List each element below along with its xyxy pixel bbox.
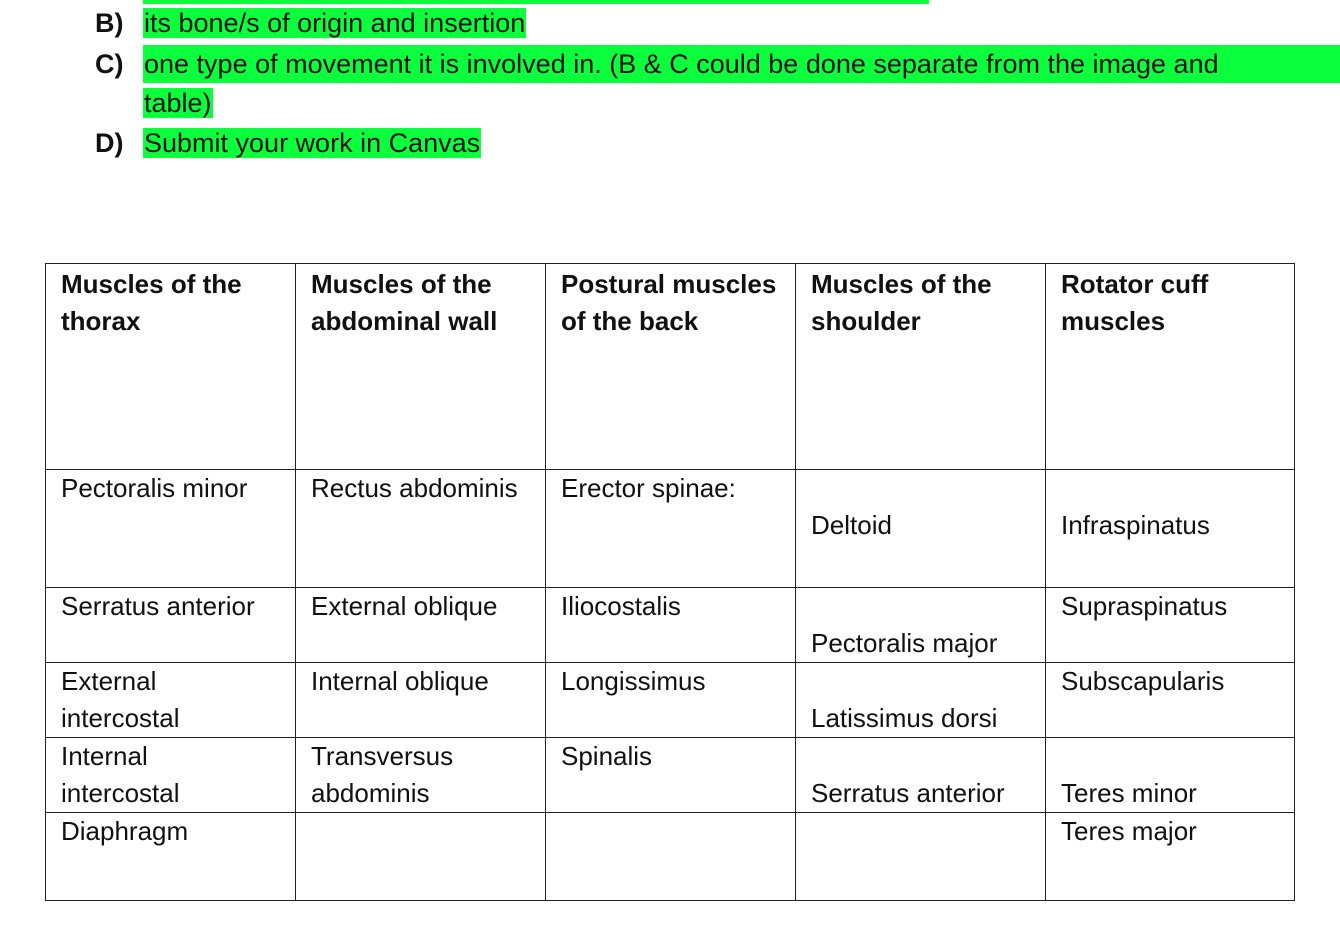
instruction-label: B) xyxy=(95,8,124,38)
table-cell: Teres minor xyxy=(1046,738,1295,813)
table-cell xyxy=(546,813,796,901)
table-cell: Serratus anterior xyxy=(796,738,1046,813)
table-header-cell: Muscles of the abdominal wall xyxy=(296,264,546,470)
table-cell: Pectoralis minor xyxy=(46,470,296,588)
table-row xyxy=(46,738,1295,813)
instruction-text: one type of movement it is involved in. (B & C could be done separate from the image and xyxy=(144,49,1219,79)
table-cell: Pectoralis major xyxy=(796,588,1046,663)
instruction-text: table) xyxy=(144,88,212,118)
table-cell: Transversus abdominis xyxy=(296,738,546,813)
table-cell: Erector spinae: xyxy=(546,470,796,588)
table-row xyxy=(46,813,1295,901)
table-cell xyxy=(296,813,546,901)
table-cell: Rectus abdominis xyxy=(296,470,546,588)
table-cell: Iliocostalis xyxy=(546,588,796,663)
table-cell: Teres major xyxy=(1046,813,1295,901)
table-row xyxy=(46,588,1295,663)
muscle-table xyxy=(45,263,1295,901)
instruction-label: C) xyxy=(95,49,124,79)
table-row xyxy=(46,663,1295,738)
instruction-label: D) xyxy=(95,128,124,158)
table-cell: Diaphragm xyxy=(46,813,296,901)
table-header-cell: Rotator cuff muscles xyxy=(1046,264,1295,470)
table-row xyxy=(46,470,1295,588)
table-cell: Subscapularis xyxy=(1046,663,1295,738)
table-header-cell: Muscles of the thorax xyxy=(46,264,296,470)
table-cell: Serratus anterior xyxy=(46,588,296,663)
instruction-text: Submit your work in Canvas xyxy=(144,128,481,158)
table-cell: Deltoid xyxy=(796,470,1046,588)
table-header-cell: Postural muscles of the back xyxy=(546,264,796,470)
table-cell: External intercostal xyxy=(46,663,296,738)
highlight-strip xyxy=(143,0,929,4)
table-cell: Latissimus dorsi xyxy=(796,663,1046,738)
table-cell: Internal intercostal xyxy=(46,738,296,813)
table-cell: Supraspinatus xyxy=(1046,588,1295,663)
instruction-text: its bone/s of origin and insertion xyxy=(144,8,526,38)
table-cell: Spinalis xyxy=(546,738,796,813)
table-cell: Internal oblique xyxy=(296,663,546,738)
table-cell: External oblique xyxy=(296,588,546,663)
table-header-cell: Muscles of the shoulder xyxy=(796,264,1046,470)
table-cell: Longissimus xyxy=(546,663,796,738)
table-cell xyxy=(796,813,1046,901)
table-cell: Infraspinatus xyxy=(1046,470,1295,588)
table-header-row xyxy=(46,264,1295,470)
